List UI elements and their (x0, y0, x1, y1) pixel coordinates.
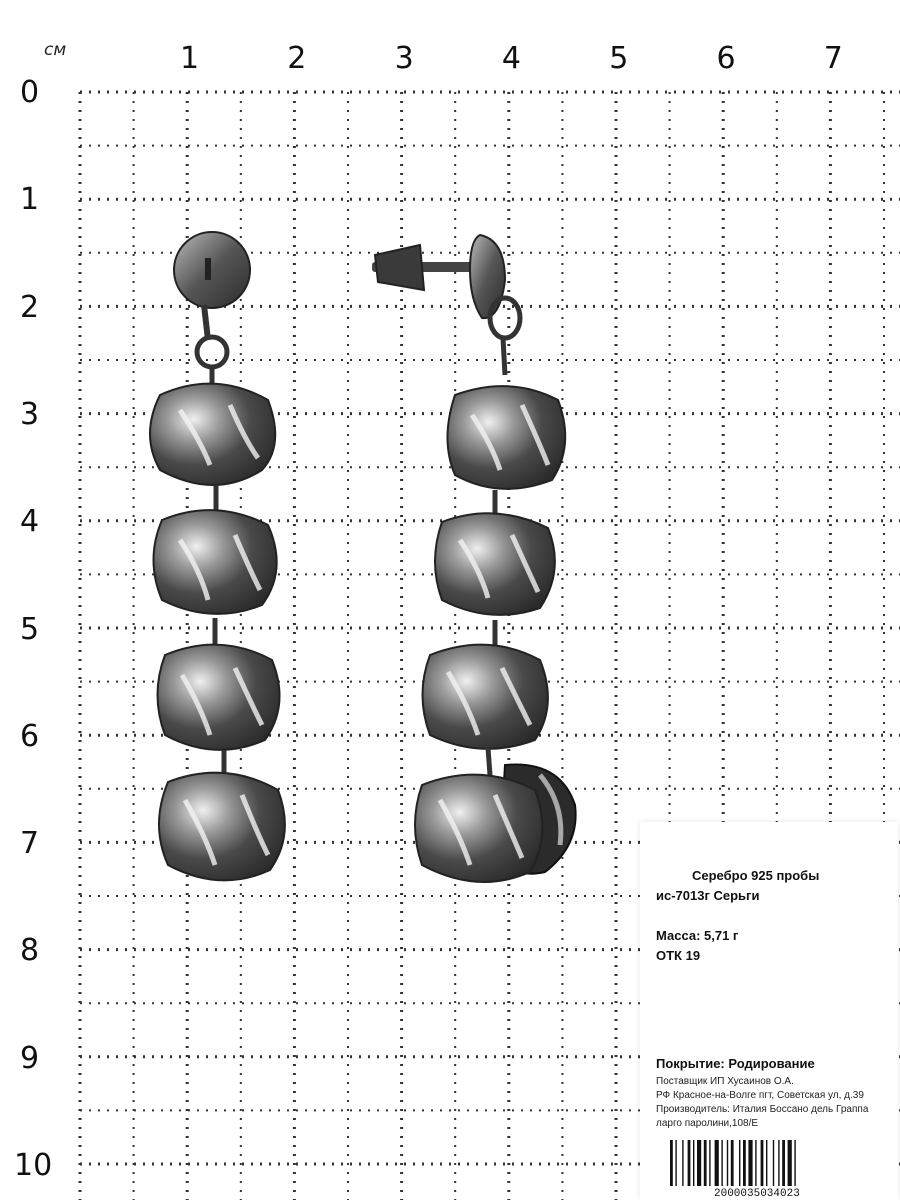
label-manufacturer: Производитель: Италия Боссано дель Граппа (656, 1104, 869, 1115)
y-tick-label: 9 (20, 1040, 40, 1076)
y-tick-label: 4 (20, 504, 40, 540)
x-tick-label: 4 (501, 41, 521, 76)
y-tick-label: 10 (14, 1148, 53, 1183)
barcode-bar (788, 1140, 792, 1186)
barcode-bar (766, 1140, 767, 1186)
y-tick-label: 2 (20, 289, 40, 325)
label-article: ис-7013г Серьги (656, 888, 760, 903)
barcode-bar (670, 1140, 673, 1186)
barcode-bar (731, 1140, 734, 1186)
x-tick-label: 3 (394, 41, 414, 76)
barcode-bar (727, 1140, 728, 1186)
y-tick-label: 0 (20, 75, 40, 110)
barcode-bar (739, 1140, 740, 1186)
barcode-bar (743, 1140, 746, 1186)
barcode-bar (773, 1140, 774, 1186)
barcode-bar (721, 1140, 722, 1186)
label-address: РФ Красное-на-Волге пгт, Советская ул, д.39 (656, 1090, 864, 1101)
barcode-bar (761, 1140, 764, 1186)
earring-left (150, 232, 285, 880)
y-tick-label: 8 (20, 933, 40, 969)
barcode-bar (709, 1140, 710, 1186)
barcode-bar (715, 1140, 719, 1186)
label-otk: ОТК 19 (656, 948, 701, 963)
label-supplier: Поставщик ИП Хусаинов О.А. (656, 1076, 794, 1087)
barcode-bar (778, 1140, 779, 1186)
barcode-bar (682, 1140, 683, 1186)
label-mass: Масса: 5,71 г (656, 928, 739, 943)
label-manufacturer-address: ларго паролини,108/Е (656, 1118, 759, 1129)
unit-label: см (44, 40, 67, 60)
barcode-bar (704, 1140, 707, 1186)
x-tick-label: 1 (180, 41, 200, 76)
y-tick-label: 3 (20, 396, 40, 432)
y-tick-label: 5 (20, 611, 40, 647)
barcode-bar (748, 1140, 752, 1186)
y-tick-label: 6 (20, 718, 40, 754)
barcode-bar (755, 1140, 756, 1186)
barcode-bar (693, 1140, 694, 1186)
label-coating: Покрытие: Родирование (656, 1056, 815, 1071)
y-tick-label: 1 (20, 182, 40, 218)
label-title: Серебро 925 пробы (692, 868, 820, 883)
x-tick-label: 7 (823, 41, 843, 76)
barcode-bar (794, 1140, 795, 1186)
barcode-number: 2000035034023 (714, 1188, 800, 1200)
x-tick-label: 2 (287, 41, 307, 76)
x-tick-label: 6 (716, 41, 736, 76)
y-tick-label: 7 (20, 826, 40, 862)
barcode-bar (675, 1140, 676, 1186)
x-tick-label: 5 (609, 41, 629, 76)
barcode-bar (688, 1140, 691, 1186)
product-label-card (640, 822, 898, 1200)
earring-right (372, 235, 576, 882)
barcode-bar (697, 1140, 701, 1186)
barcode (668, 1140, 858, 1188)
barcode-bar (782, 1140, 785, 1186)
